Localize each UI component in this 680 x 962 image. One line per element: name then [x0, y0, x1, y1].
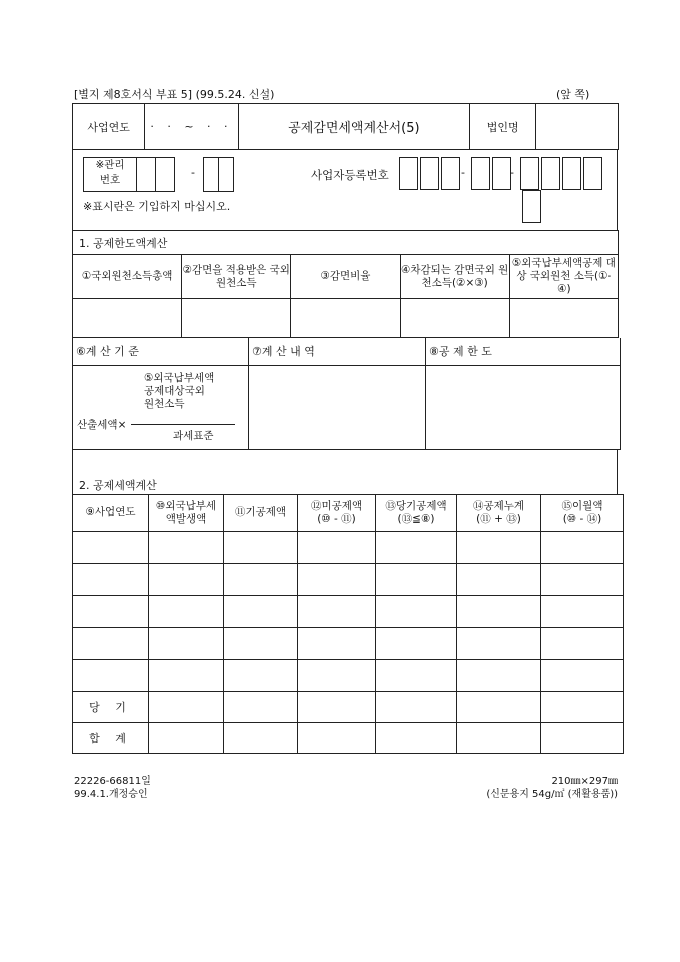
section1-title: 1. 공제한도액계산 [73, 231, 619, 255]
table-row [73, 659, 624, 691]
calc-basis-formula [73, 365, 249, 449]
col-credit-cumulative: ⑭공제누계 (⑪ + ⑬) [457, 494, 541, 531]
col-deducted-income: ④차감되는 감면국외 원천소득(②×③) [400, 255, 509, 299]
calc-detail-header: ⑦계 산 내 역 [249, 338, 426, 365]
biz-reg-boxes-a[interactable] [399, 157, 460, 190]
mgmt-number-boxes-a[interactable] [136, 157, 175, 192]
biz-reg-dash-1: - [461, 166, 465, 179]
col-reduced-income: ②감면을 적용받은 국외원천소득 [182, 255, 291, 299]
section2-title: 2. 공제세액계산 [79, 478, 157, 492]
credit-limit-header: ⑧공 제 한 도 [426, 338, 621, 365]
row-total-label: 합 계 [73, 722, 149, 753]
formula-fraction-line [131, 424, 235, 425]
input-credit-target-income[interactable] [509, 299, 618, 338]
calc-basis-header: ⑥계 산 기 준 [73, 338, 249, 365]
mgmt-number-boxes-b[interactable] [203, 157, 234, 192]
formula-numerator-2: 공제대상국외 [144, 384, 205, 397]
col-foreign-income-total: ①국외원천소득총액 [73, 255, 182, 299]
section1-limit-table [72, 338, 621, 450]
table-row [73, 627, 624, 659]
col-foreign-tax-paid: ⑩외국납부세 액발생액 [149, 494, 224, 531]
footer-approval: 99.4.1.개정승인 [74, 789, 148, 800]
form-header [72, 103, 619, 150]
mgmt-label-line1: ※관리 [95, 159, 125, 171]
biz-reg-label: 사업자등록번호 [311, 168, 389, 182]
col-fiscal-year: ⑨사업연도 [73, 494, 149, 531]
corp-name-label: 법인명 [470, 104, 536, 150]
footer-right [444, 775, 618, 801]
mgmt-dash: - [191, 166, 195, 179]
table-row [73, 531, 624, 563]
formula-prefix: 산출세액× [77, 418, 127, 431]
col-credit-target-income: ⑤외국납부세액공제 대상 국외원천 소득(①-④) [509, 255, 618, 299]
page-side-label: (앞 쪽) [556, 88, 590, 101]
input-deducted-income[interactable] [400, 299, 509, 338]
footer-size: 210㎜×297㎜ [551, 776, 618, 787]
col-prior-credit: ⑪기공제액 [224, 494, 298, 531]
calc-detail-field[interactable] [249, 365, 426, 449]
row-current-label: 당 기 [73, 691, 149, 722]
fiscal-year-range[interactable]: · · ~ · · [145, 104, 238, 150]
col-carryover: ⑮이월액 (⑩ - ⑭) [541, 494, 624, 531]
col-current-credit: ⑬당기공제액 (⑬≦⑧) [376, 494, 457, 531]
biz-reg-boxes-c[interactable] [520, 157, 617, 223]
col-uncredited: ⑫미공제액 (⑩ - ⑪) [298, 494, 376, 531]
section2-table [72, 494, 624, 754]
form-reference: [별지 제8호서식 부표 5] (99.5.24. 신설) [74, 88, 275, 101]
mgmt-number-label [83, 157, 137, 192]
footer-paper: (신문용지 54g/㎡ (재활용품)) [486, 789, 618, 800]
table-row [73, 595, 624, 627]
table-row [73, 563, 624, 595]
mgmt-label-line2: 번호 [99, 174, 121, 186]
section2-title-row [72, 450, 618, 494]
biz-reg-dash-2: - [510, 166, 514, 179]
footer-code: 22226-66811일 [74, 776, 151, 787]
fiscal-year-label: 사업연도 [73, 104, 145, 150]
id-section [72, 150, 618, 230]
credit-limit-field[interactable] [426, 365, 621, 449]
section1-table [72, 230, 619, 338]
col-reduction-rate: ③감면비율 [291, 255, 400, 299]
table-row-current [73, 691, 624, 722]
form-title: 공제감면세액계산서(5) [238, 104, 470, 150]
biz-reg-boxes-b[interactable] [471, 157, 511, 190]
formula-numerator-3: 원천소득 [144, 397, 185, 410]
corp-name-field[interactable] [536, 104, 619, 150]
formula-numerator-1: ⑤외국납부세액 [144, 371, 215, 384]
input-reduction-rate[interactable] [291, 299, 400, 338]
notice-text: ※표시란은 기입하지 마십시오. [83, 200, 231, 213]
footer-left [74, 775, 151, 801]
input-foreign-income-total[interactable] [73, 299, 182, 338]
form-frame [72, 103, 618, 769]
formula-denominator: 과세표준 [173, 429, 214, 442]
table-row-total [73, 722, 624, 753]
input-reduced-income[interactable] [182, 299, 291, 338]
